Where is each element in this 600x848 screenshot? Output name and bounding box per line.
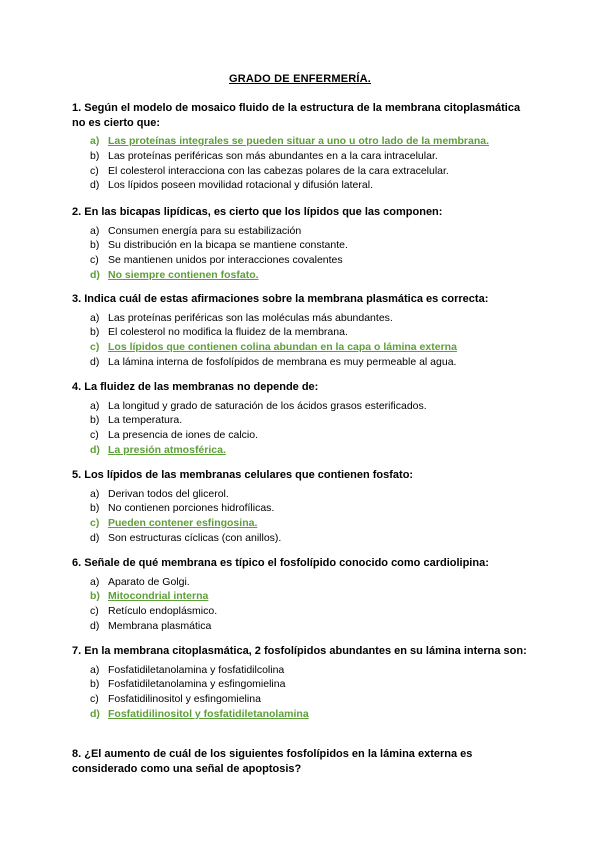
option-a: a) Fosfatidiletanolamina y fosfatidilcolina	[90, 663, 285, 676]
option-c: c) Fosfatidilinositol y esfingomielina	[90, 693, 261, 706]
option-b: b) Mitocondrial interna	[90, 590, 209, 603]
option-d: d) Los lípidos poseen movilidad rotacional y difusión lateral.	[90, 179, 373, 192]
document-title: GRADO DE ENFERMERÍA.	[228, 73, 372, 85]
option-b: b) La temperatura.	[90, 414, 183, 427]
question-5	[72, 468, 532, 546]
option-c: c) Pueden contener esfingosina.	[90, 517, 258, 530]
option-c: c) Se mantienen unidos por interacciones covalentes	[90, 254, 343, 267]
option-a: a) Aparato de Golgi.	[90, 575, 190, 588]
question-stem: 2. En las bicapas lipídicas, es cierto que los lípidos que las componen:	[72, 206, 443, 218]
question-2	[72, 205, 532, 283]
question-1	[72, 101, 532, 193]
question-stem: 8. ¿El aumento de cuál de los siguientes fosfolípidos en la lámina externa es considerado como una señal de apoptosis?	[72, 748, 473, 775]
option-a: a) Consumen energía para su estabilización	[90, 224, 302, 237]
question-stem: 7. En la membrana citoplasmática, 2 fosfolípidos abundantes en su lámina interna son:	[72, 645, 527, 657]
option-d: d) No siempre contienen fosfato.	[90, 268, 259, 281]
option-a: a) Las proteínas integrales se pueden situar a uno u otro lado de la membrana.	[90, 135, 490, 147]
question-6	[72, 556, 532, 634]
option-b: b) Las proteínas periféricas son más abundantes en a la cara intracelular.	[90, 149, 438, 162]
option-b: b) Fosfatidiletanolamina y esfingomielina	[90, 678, 286, 691]
option-c: c) La presencia de iones de calcio.	[90, 429, 259, 442]
option-a: a) La longitud y grado de saturación de los ácidos grasos esterificados.	[90, 399, 427, 412]
question-stem: 1. Según el modelo de mosaico fluido de la estructura de la membrana citoplasmática no es cierto que:	[72, 102, 521, 129]
option-c: c) Retículo endoplásmico.	[90, 605, 218, 618]
question-stem: 5. Los lípidos de las membranas celulares que contienen fosfato:	[72, 469, 414, 481]
question-3	[72, 292, 532, 370]
option-c: c) Los lípidos que contienen colina abundan en la capa o lámina externa	[90, 341, 457, 354]
question-8	[72, 747, 532, 780]
option-b: b) Su distribución en la bicapa se mantiene constante.	[90, 239, 348, 252]
question-stem: 4. La fluidez de las membranas no depende de:	[72, 381, 319, 393]
option-c: c) El colesterol interacciona con las cabezas polares de la cara extracelular.	[90, 164, 449, 177]
option-a: a) Las proteínas periféricas son las moléculas más abundantes.	[90, 311, 393, 324]
question-stem: 6. Señale de qué membrana es típico el fosfolípido conocido como cardiolipina:	[72, 557, 489, 569]
option-d: d) Membrana plasmática	[90, 619, 212, 632]
option-d: d) La presión atmosférica.	[90, 443, 226, 456]
question-4	[72, 380, 532, 458]
question-7	[72, 644, 532, 722]
option-b: b) No contienen porciones hidrofílicas.	[90, 502, 275, 515]
option-d: d) La lámina interna de fosfolípidos de membrana es muy permeable al agua.	[90, 355, 457, 368]
question-stem: 3. Indica cuál de estas afirmaciones sobre la membrana plasmática es correcta:	[72, 293, 489, 305]
option-d: d) Fosfatidilinositol y fosfatidiletanolamina	[90, 707, 309, 720]
option-d: d) Son estructuras cíclicas (con anillos).	[90, 531, 282, 544]
option-b: b) El colesterol no modifica la fluidez de la membrana.	[90, 326, 348, 339]
option-a: a) Derivan todos del glicerol.	[90, 487, 229, 500]
